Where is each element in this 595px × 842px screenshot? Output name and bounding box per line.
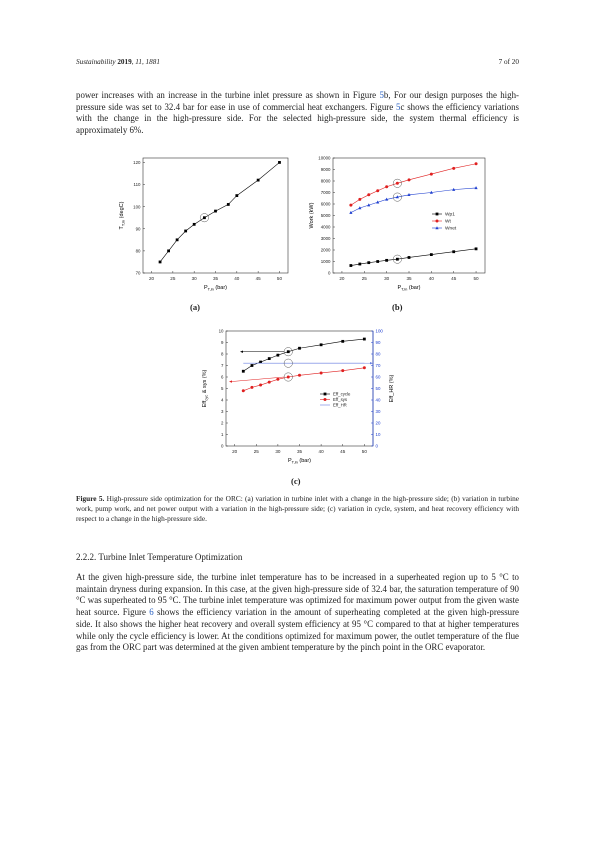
data-point-square <box>320 343 323 346</box>
data-point-circle <box>475 162 478 165</box>
data-point-circle <box>276 378 279 381</box>
y-tick-label: 1 <box>221 432 224 438</box>
data-point-square <box>203 216 206 219</box>
data-point-square <box>475 247 478 250</box>
y-axis-label: Eff$_{cyc}$ & sys (%) <box>202 369 209 408</box>
data-point-circle <box>363 366 366 369</box>
data-point-square <box>358 263 361 266</box>
x-axis-label: $P_{T,in}$ (bar) <box>287 458 312 465</box>
y-tick-label: 0 <box>221 443 224 449</box>
y-tick-label: 8 <box>221 351 224 357</box>
annotation-arrowhead <box>370 362 373 364</box>
y-right-tick-label: 50 <box>375 386 381 392</box>
data-point-circle <box>436 220 439 223</box>
data-point-circle <box>396 182 399 185</box>
data-point-circle <box>367 193 370 196</box>
x-tick-label: 35 <box>406 276 412 281</box>
figure-ref-link[interactable]: 6 <box>149 607 154 618</box>
subfigure-label-a: (a) <box>190 302 201 312</box>
y-axis-label: $T_{T,in}$ (degC) <box>119 201 126 230</box>
series-line <box>160 162 279 262</box>
y-tick-label: 100 <box>133 204 141 210</box>
series-line <box>351 164 476 205</box>
y-right-tick-label: 100 <box>375 328 383 334</box>
x-tick-label: 25 <box>361 276 367 281</box>
data-point-circle <box>452 167 455 170</box>
data-point-square <box>367 261 370 264</box>
y-tick-label: 5 <box>221 386 224 392</box>
x-tick-label: 50 <box>276 276 283 281</box>
data-point-square <box>176 238 179 241</box>
paragraph-intro: power increases with an increase in the turbine inlet pressure as shown in Figure 5b, For our design purposes the high-pressure side was set to 32.4 bar for ease in use of commercial heat exchangers. Figure 5c shows the efficiency variations with the change in the high-pressure side. For the selected high-pressure side, the system thermal efficiency is approximately 6%. <box>76 90 519 136</box>
x-tick-label: 45 <box>451 276 457 281</box>
data-point-square <box>452 250 455 253</box>
figure-caption: Figure 5. High-pressure side optimization for the ORC: (a) variation in turbine inlet with a change in the high-pressure side; (b) variation in turbine work, pump work, and net power output with a variation in the high-pressure side; (c) variation in cycle, system, and heat recovery efficiency with respect to a change in the high-pressure side. <box>76 494 519 523</box>
data-point-square <box>324 393 327 396</box>
data-point-square <box>376 260 379 263</box>
data-point-square <box>235 194 238 197</box>
data-point-square <box>159 261 162 264</box>
x-tick-label: 35 <box>212 276 219 281</box>
y-tick-label: 0 <box>328 270 331 276</box>
legend-label: Eff_cycle <box>333 391 351 397</box>
data-point-circle <box>358 198 361 201</box>
data-point-circle <box>268 381 271 384</box>
data-point-circle <box>287 376 290 379</box>
data-point-circle <box>341 369 344 372</box>
data-point-circle <box>250 386 253 389</box>
data-point-square <box>396 258 399 261</box>
annotation-arrow <box>231 377 284 382</box>
legend-label: Eff_sys <box>333 397 348 403</box>
y-tick-label: 6 <box>221 374 224 380</box>
data-point-square <box>214 210 217 213</box>
x-tick-label: 40 <box>318 449 324 454</box>
data-point-square <box>268 357 271 360</box>
annotation-arrowhead <box>240 351 243 353</box>
data-point-square <box>257 179 260 182</box>
y-tick-label: 7 <box>221 363 224 369</box>
x-tick-label: 45 <box>340 449 346 454</box>
y-right-tick-label: 30 <box>375 409 381 415</box>
data-point-square <box>430 253 433 256</box>
data-point-circle <box>324 398 327 401</box>
plot-frame <box>333 158 485 273</box>
page-number: 7 of 20 <box>498 58 519 66</box>
data-point-square <box>251 364 254 367</box>
x-tick-label: 50 <box>473 276 479 281</box>
x-tick-label: 25 <box>170 276 176 281</box>
x-axis-label: $P_{T,in}$ (bar) <box>397 285 421 292</box>
data-point-square <box>278 161 281 164</box>
y-tick-label: 3000 <box>320 236 331 242</box>
x-tick-label: 50 <box>361 449 367 454</box>
data-point-square <box>436 213 439 216</box>
data-point-circle <box>298 374 301 377</box>
y-tick-label: 2000 <box>320 247 331 253</box>
y-right-tick-label: 90 <box>375 340 381 346</box>
y-right-tick-label: 0 <box>375 443 378 449</box>
y-right-tick-label: 70 <box>375 363 381 369</box>
y-tick-label: 9 <box>221 340 224 346</box>
y-right-tick-label: 40 <box>375 397 381 403</box>
subfigure-label-b: (b) <box>392 302 403 312</box>
journal-citation: Sustainability 2019, 11, 1881 <box>76 58 160 66</box>
x-tick-label: 30 <box>275 449 281 454</box>
data-point-square <box>298 347 301 350</box>
x-tick-label: 20 <box>339 276 345 281</box>
figure-ref-link[interactable]: 5 <box>379 90 384 100</box>
y-tick-label: 90 <box>135 226 141 232</box>
y-tick-label: 3 <box>221 409 224 415</box>
x-tick-label: 20 <box>148 276 155 281</box>
data-point-square <box>287 350 290 353</box>
data-point-square <box>385 259 388 262</box>
y-tick-label: 10 <box>218 328 224 334</box>
y-axis-label: Work (kW) <box>309 202 315 229</box>
y-tick-label: 2 <box>221 420 224 426</box>
data-point-square <box>349 264 352 267</box>
series-line <box>351 188 476 213</box>
data-point-square <box>193 223 196 226</box>
subfigure-label-c: (c) <box>291 476 301 486</box>
data-point-circle <box>242 389 245 392</box>
data-point-square <box>167 249 170 252</box>
legend-label: Wp1 <box>445 212 455 218</box>
series-line <box>243 339 364 371</box>
y-tick-label: 10000 <box>318 155 331 161</box>
data-point-circle <box>320 371 323 374</box>
data-point-circle <box>349 204 352 207</box>
y-right-tick-label: 10 <box>375 432 381 438</box>
y-tick-label: 6000 <box>320 201 331 207</box>
data-point-square <box>227 203 230 206</box>
x-tick-label: 35 <box>296 449 303 454</box>
y-tick-label: 4 <box>221 397 224 403</box>
y-tick-label: 8000 <box>320 178 331 184</box>
x-tick-label: 30 <box>191 276 197 281</box>
data-point-circle <box>259 384 262 387</box>
data-point-square <box>363 338 366 341</box>
x-tick-label: 40 <box>428 276 434 281</box>
data-point-square <box>242 370 245 373</box>
data-point-circle <box>376 189 379 192</box>
x-tick-label: 40 <box>234 276 240 281</box>
figure-ref-link[interactable]: 5 <box>396 101 401 112</box>
x-tick-label: 30 <box>384 276 390 281</box>
paragraph-body: At the given high-pressure side, the turbine inlet temperature has to be increased in a superheated region up to 5 °C to maintain dryness during expansion. In this case, at the given high-pressure side of 32.4 bar, the saturation temperature of 90 °C was superheated to 95 °C. The turbine inlet temperature was optimized for maximum power output from the given waste heat source. Figure 6 shows the efficiency variation in the amount of superheating completed at the given high-pressure side. It also shows the higher heat recovery and overall system efficiency at 95 °C compared to that at higher temperatures while only the cycle efficiency is lower. At the conditions optimized for maximum power, the outlet temperature of the flue gas from the ORC part was determined at the given ambient temperature by the pinch point in the ORC evaporator. <box>76 572 519 653</box>
y-tick-label: 120 <box>133 160 141 166</box>
x-tick-label: 25 <box>253 449 259 454</box>
data-point-circle <box>408 178 411 181</box>
legend-label: Wt <box>445 219 451 225</box>
data-point-square <box>276 354 279 357</box>
section-heading: 2.2.2. Turbine Inlet Temperature Optimization <box>76 552 243 562</box>
legend-label: Wnet <box>445 226 457 232</box>
y-right-tick-label: 80 <box>375 351 381 357</box>
y-tick-label: 1000 <box>320 259 331 265</box>
y-right-axis-label: Eff_HR (%) <box>389 374 395 403</box>
y-tick-label: 70 <box>135 270 141 276</box>
data-point-circle <box>430 173 433 176</box>
x-axis-label: $P_{T,in}$ (bar) <box>203 285 228 292</box>
y-tick-label: 4000 <box>320 224 331 230</box>
data-point-square <box>341 340 344 343</box>
y-tick-label: 9000 <box>320 167 331 173</box>
data-point-square <box>408 256 411 259</box>
data-point-triangle <box>474 186 477 189</box>
y-tick-label: 5000 <box>320 213 331 219</box>
y-right-tick-label: 60 <box>375 374 381 380</box>
legend-label: Eff_HR <box>333 402 347 408</box>
y-tick-label: 80 <box>135 248 141 254</box>
y-tick-label: 110 <box>133 182 141 188</box>
x-tick-label: 20 <box>232 449 238 454</box>
y-right-tick-label: 20 <box>375 420 381 426</box>
series-line <box>243 368 364 391</box>
data-point-square <box>184 230 187 233</box>
y-tick-label: 7000 <box>320 190 331 196</box>
data-point-circle <box>385 185 388 188</box>
annotation-arrowhead <box>229 380 232 382</box>
x-tick-label: 45 <box>255 276 261 281</box>
